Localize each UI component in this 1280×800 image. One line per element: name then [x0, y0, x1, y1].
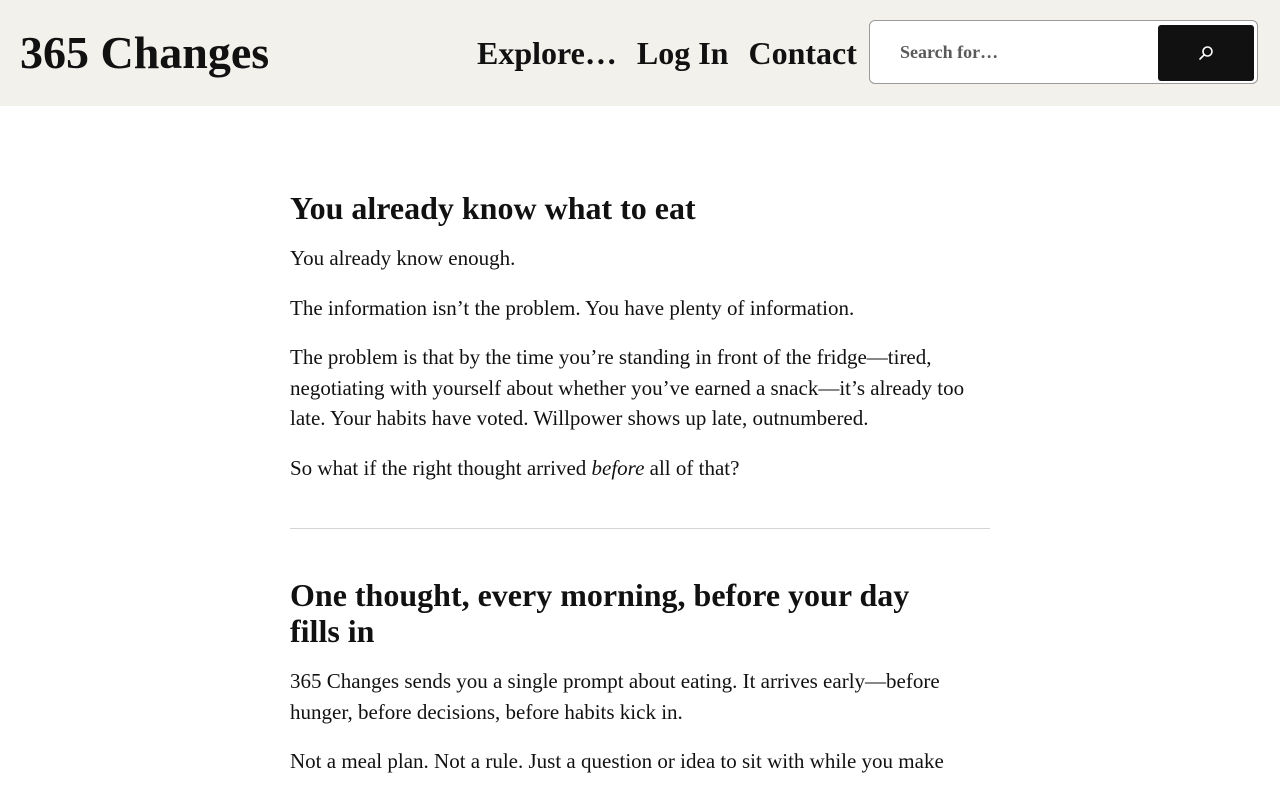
paragraph: You already know enough. — [290, 246, 516, 270]
search-icon — [1198, 45, 1214, 61]
nav-explore[interactable]: Explore… — [477, 35, 617, 71]
search-button[interactable] — [1158, 25, 1254, 81]
how-it-works-section — [290, 577, 990, 777]
main-content — [290, 190, 990, 796]
site-title[interactable]: 365 Changes — [20, 27, 270, 78]
section-divider — [290, 528, 990, 529]
intro-section — [290, 190, 990, 483]
emphasis-text: before — [591, 455, 645, 480]
paragraph-text: all of that? — [644, 455, 740, 480]
paragraph: Not a meal plan. Not a rule. Just a question or idea to sit with while you make — [290, 749, 944, 773]
section-heading: You already know what to eat — [290, 190, 696, 226]
nav-contact[interactable]: Contact — [748, 35, 857, 71]
paragraph-text: So what if the right thought arrived — [290, 455, 592, 480]
site-header — [0, 0, 1280, 106]
section-heading: One thought, every morning, before your day fills in — [290, 577, 910, 649]
paragraph: 365 Changes sends you a single prompt about eating. It arrives early—before hunger, before decisions, before habits kick in. — [290, 669, 940, 724]
paragraph: The problem is that by the time you’re standing in front of the fridge—tired, negotiating with yourself about whether you’ve earned a snack—it’s already too late. Your habits have voted. Willpower shows up late, outnumbered. — [290, 345, 965, 430]
paragraph — [290, 453, 990, 484]
search-form — [869, 20, 1258, 84]
main-nav — [477, 33, 877, 73]
paragraph: The information isn’t the problem. You have plenty of information. — [290, 295, 855, 320]
nav-login[interactable]: Log In — [636, 35, 729, 71]
search-input[interactable] — [871, 22, 1157, 82]
